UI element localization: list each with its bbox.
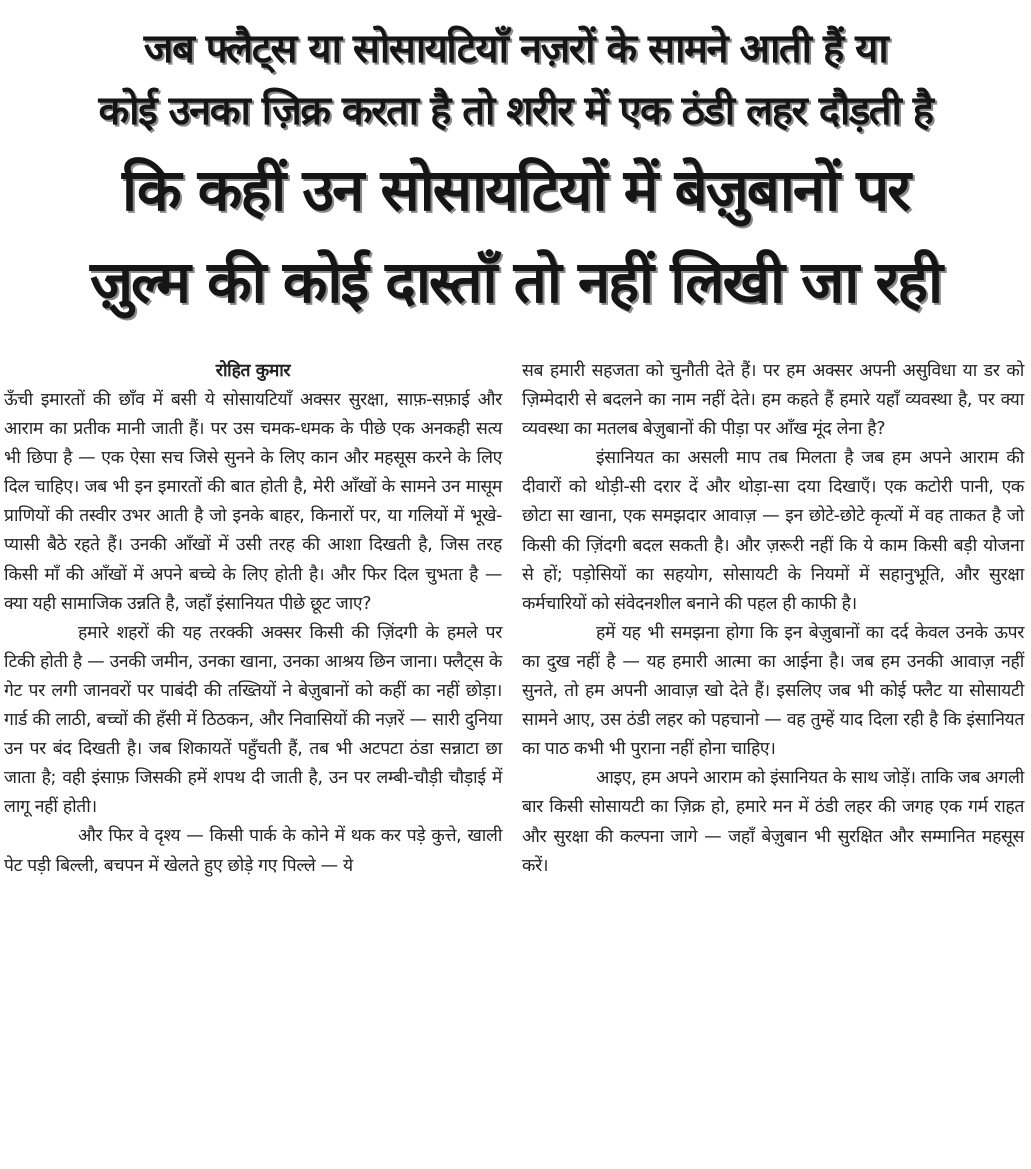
paragraph: ऊँची इमारतों की छाँव में बसी ये सोसायटियाँ अक्सर सुरक्षा, साफ़-सफ़ाई और आराम का प्रतीक मानी जाती हैं। पर उस चमक-धमक के पीछे एक अनकही सत्य भी छिपा है — एक ऐसा सच जिसे सुनने के लिए कान और महसूस करने के लिए दिल चाहिए। जब भी इन इमारतों की बात होती है, मेरी आँखों के सामने उन मासूम प्राणियों की तस्वीर उभर आती है जो इनके बाहर, किनारों पर, या गलियों में भूखे-प्यासी बैठे रहते हैं। उनकी आँखों में उसी तरह की आशा दिखती है, जिस तरह किसी माँ की आँखों में अपने बच्चे के लिए होती है। और फिर दिल चुभता है — क्या यही सामाजिक उन्नति है, जहाँ इंसानियत पीछे छूट जाए? [4,390,502,614]
author-byline: रोहित कुमार [215,361,291,381]
headline-line-3: कि कहीं उन सोसायटियों में बेज़ुबानों पर [122,156,909,224]
article-body [4,357,1024,881]
paragraph: हमारे शहरों की यह तरक्की अक्सर किसी की ज़िंदगी के हमले पर टिकी होती है — उनकी जमीन, उनका खाना, उनका आश्रय छिन जाना। फ्लैट्स के गेट पर लगी जानवरों पर पाबंदी की तख्तियों ने बेज़ुबानों को कहीं का नहीं छोड़ा। गार्ड की लाठी, बच्चों की हँसी में ठिठकन, और निवासियों की नज़रें — सारी दुनिया उन पर बंद दिखती है। जब शिकायतें पहुँचती हैं, तब भी अटपटा ठंडा सन्नाटा छा जाता है; वही इंसाफ़ जिसकी हमें शपथ दी जाती है, उन पर लम्बी-चौड़ी चौड़ाई में लागू नहीं होती। [4,622,502,818]
headline-line-2: कोई उनका ज़िक्र करता है तो शरीर में एक ठंडी लहर दौड़ती है [98,88,933,134]
article-column-right [522,357,1024,881]
headline [0,18,1031,328]
paragraph: हमें यह भी समझना होगा कि इन बेज़ुबानों का दर्द केवल उनके ऊपर का दुख नहीं है — यह हमारी आत्मा का आईना है। जब हम उनकी आवाज़ नहीं सुनते, तो हम अपनी आवाज़ खो देते हैं। इसलिए जब भी कोई फ्लैट या सोसायटी सामने आए, उस ठंडी लहर को पहचानो — वह तुम्हें याद दिला रही है कि इंसानियत का पाठ कभी भी पुराना नहीं होना चाहिए। [522,622,1024,760]
paragraph: और फिर वे दृश्य — किसी पार्क के कोने में थक कर पड़े कुत्ते, खाली पेट पड़ी बिल्ली, बचपन में खेलते हुए छोड़े गए पिल्ले — ये [4,826,502,876]
paragraph: इंसानियत का असली माप तब मिलता है जब हम अपने आराम की दीवारों को थोड़ी-सी दरार दें और थोड़ा-सा दया दिखाएँ। एक कटोरी पानी, एक छोटा सा खाना, एक समझदार आवाज़ — इन छोटे-छोटे कृत्यों में वह ताकत है जो किसी की ज़िंदगी बदल सकती है। और ज़रूरी नहीं कि ये काम किसी बड़ी योजना से हों; पड़ोसियों का सहयोग, सोसायटी के नियमों में सहानुभूति, और सुरक्षा कर्मचारियों को संवेदनशील बनाने की पहल ही काफी है। [522,448,1024,614]
headline-line-1: जब फ्लैट्स या सोसायटियाँ नज़रों के सामने आती हैं या [143,26,888,72]
article-column-left [4,357,502,881]
paragraph: आइए, हम अपने आराम को इंसानियत के साथ जोड़ें। ताकि जब अगली बार किसी सोसायटी का ज़िक्र हो, हमारे मन में ठंडी लहर की जगह एक गर्म राहत और सुरक्षा की कल्पना जागे — जहाँ बेज़ुबान भी सुरक्षित और सम्मानित महसूस करें। [522,768,1024,876]
paragraph: सब हमारी सहजता को चुनौती देते हैं। पर हम अक्सर अपनी असुविधा या डर को ज़िम्मेदारी से बदलने का नाम नहीं देते। हम कहते हैं हमारे यहाँ व्यवस्था है, पर क्या व्यवस्था का मतलब बेज़ुबानों की पीड़ा पर आँख मूंद लेना है? [522,361,1024,440]
headline-line-4: ज़ुल्म की कोई दास्ताँ तो नहीं लिखी जा रही [89,248,942,316]
